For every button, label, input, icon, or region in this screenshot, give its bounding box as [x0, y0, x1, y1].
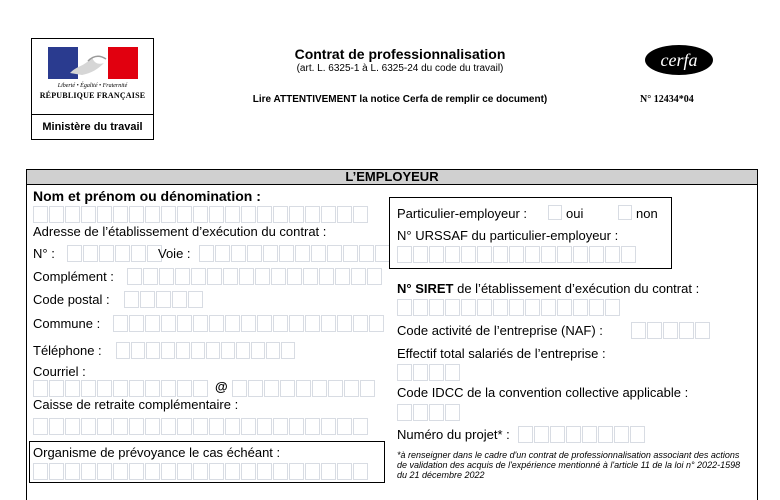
email-at-sign: @ — [215, 379, 228, 394]
frame-left-border — [26, 184, 27, 500]
city-input[interactable] — [113, 315, 384, 332]
cerfa-number: N° 12434*04 — [640, 94, 694, 105]
provident-input[interactable] — [33, 463, 368, 480]
section-header: L’EMPLOYEUR — [26, 169, 758, 185]
address-label: Adresse de l’établissement d’exécution du contrat : — [33, 224, 327, 239]
staff-input[interactable] — [397, 364, 460, 381]
yes-label: oui — [566, 206, 584, 221]
form-title: Contrat de professionnalisation — [294, 46, 506, 62]
email-label: Courriel : — [33, 364, 86, 379]
postal-label: Code postal : — [33, 292, 110, 307]
project-footnote: *à renseigner dans le cadre d'un contrat de professionnalisation associant des actions de validation des acquis de l'expérience mentionné à l'article 11 de la loi n° 2022-1598 du 21 décembre 2022 — [397, 450, 741, 480]
idcc-input[interactable] — [397, 404, 460, 421]
city-label: Commune : — [33, 316, 101, 331]
complement-label: Complément : — [33, 269, 114, 284]
complement-input[interactable] — [127, 268, 382, 285]
marianne-flag-icon — [48, 47, 138, 79]
idcc-label: Code IDCC de la convention collective applicable : — [397, 385, 689, 400]
phone-input[interactable] — [116, 342, 295, 359]
frame-right-border — [757, 184, 758, 500]
svg-text:cerfa: cerfa — [660, 50, 698, 70]
street-input[interactable] — [199, 245, 390, 262]
no-label: non — [636, 206, 658, 221]
urssaf-input[interactable] — [397, 246, 636, 263]
project-input[interactable] — [518, 426, 645, 443]
street-label: Voie : — [158, 246, 191, 261]
email-local-input[interactable] — [33, 380, 208, 397]
form-subtitle: (art. L. 6325-1 à L. 6325-24 du code du travail) — [296, 63, 504, 74]
naf-label: Code activité de l’entreprise (NAF) : — [397, 323, 603, 338]
number-label: N° : — [33, 246, 55, 261]
cerfa-logo-icon — [644, 44, 714, 76]
republic-text: RÉPUBLIQUE FRANÇAISE — [39, 91, 146, 100]
pension-input[interactable] — [33, 418, 368, 435]
notice-text: Lire ATTENTIVEMENT la notice Cerfa de remplir ce document) — [252, 94, 548, 105]
street-number-input[interactable] — [67, 245, 162, 262]
motto-text: Liberté • Égalité • Fraternité — [57, 83, 128, 89]
siret-label: N° SIRET de l’établissement d’exécution du contrat : — [397, 281, 700, 296]
project-label: Numéro du projet* : — [397, 427, 510, 442]
pension-label: Caisse de retraite complémentaire : — [33, 397, 239, 412]
marianne-logo-block — [31, 38, 154, 140]
ministry-text: Ministère du travail — [42, 121, 143, 133]
urssaf-label: N° URSSAF du particulier-employeur : — [397, 228, 619, 243]
private-employer-label: Particulier-employeur : — [397, 206, 528, 221]
name-label: Nom et prénom ou dénomination : — [33, 188, 261, 204]
email-domain-input[interactable] — [232, 380, 375, 397]
naf-input[interactable] — [631, 322, 710, 339]
postal-input[interactable] — [124, 291, 203, 308]
no-checkbox[interactable] — [618, 205, 632, 220]
name-input[interactable] — [33, 206, 368, 223]
phone-label: Téléphone : — [33, 343, 102, 358]
provident-label: Organisme de prévoyance le cas échéant : — [33, 445, 281, 460]
staff-label: Effectif total salariés de l’entreprise : — [397, 346, 606, 361]
siret-input[interactable] — [397, 299, 620, 316]
yes-checkbox[interactable] — [548, 205, 562, 220]
